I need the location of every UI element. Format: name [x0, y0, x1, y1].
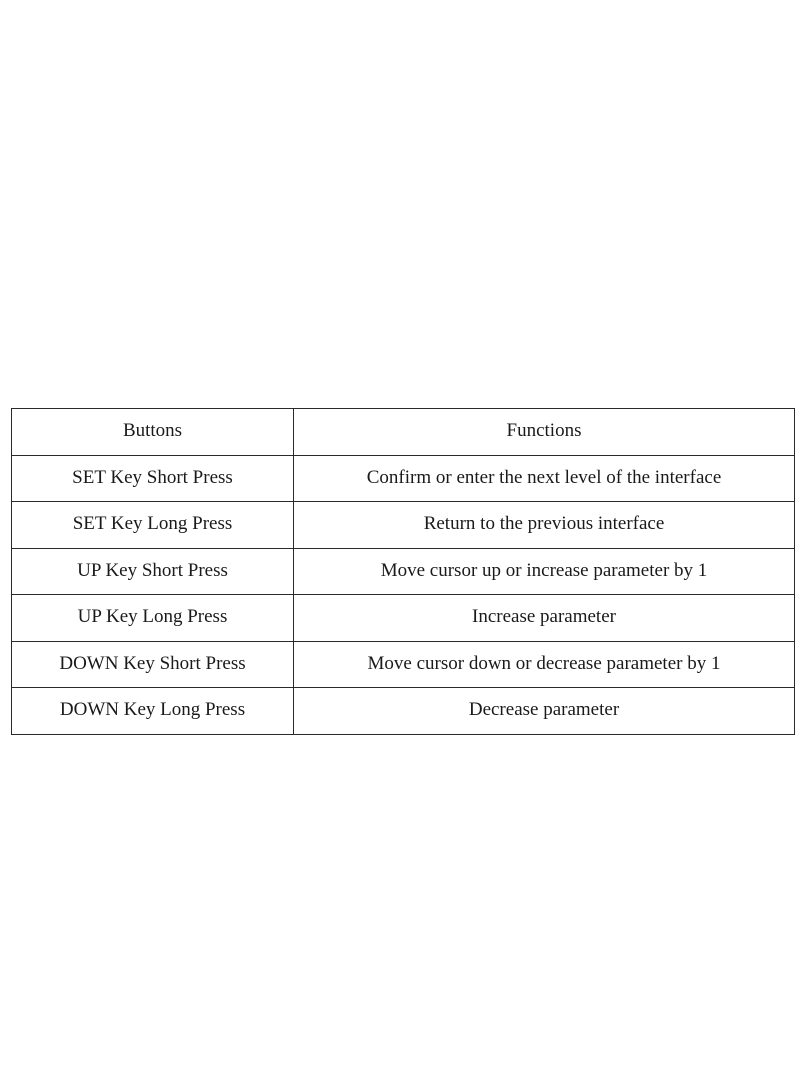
button-cell: SET Key Short Press	[12, 455, 294, 502]
table-row	[12, 641, 795, 688]
table-row	[12, 595, 795, 642]
button-cell: DOWN Key Long Press	[12, 688, 294, 735]
function-cell: Move cursor up or increase parameter by 1	[294, 548, 795, 595]
table-body	[12, 455, 795, 734]
header-row	[12, 409, 795, 456]
table-row	[12, 688, 795, 735]
button-cell: UP Key Long Press	[12, 595, 294, 642]
button-cell: SET Key Long Press	[12, 502, 294, 549]
function-cell: Confirm or enter the next level of the interface	[294, 455, 795, 502]
table-row	[12, 502, 795, 549]
function-cell: Increase parameter	[294, 595, 795, 642]
button-functions-table	[11, 408, 795, 735]
button-cell: UP Key Short Press	[12, 548, 294, 595]
function-cell: Return to the previous interface	[294, 502, 795, 549]
function-cell: Move cursor down or decrease parameter by 1	[294, 641, 795, 688]
header-buttons: Buttons	[12, 409, 294, 456]
button-functions-table-container	[11, 408, 794, 735]
table-header	[12, 409, 795, 456]
table-row	[12, 548, 795, 595]
function-cell: Decrease parameter	[294, 688, 795, 735]
table-row	[12, 455, 795, 502]
button-cell: DOWN Key Short Press	[12, 641, 294, 688]
header-functions: Functions	[294, 409, 795, 456]
